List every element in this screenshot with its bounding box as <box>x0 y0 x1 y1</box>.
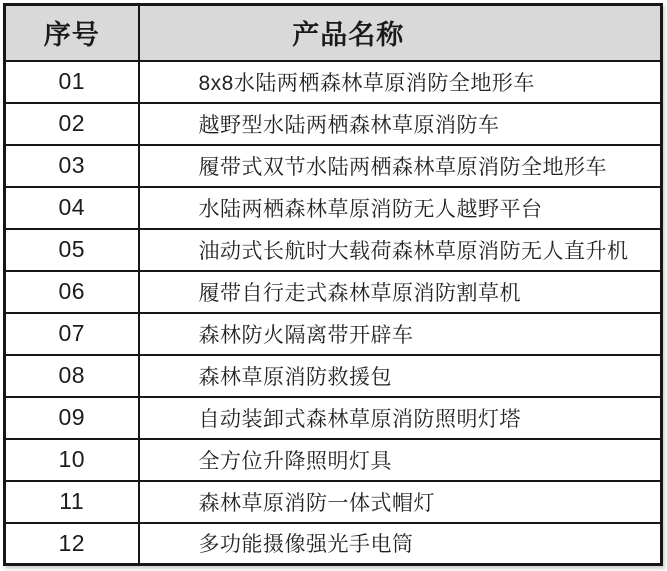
row-number: 10 <box>5 439 139 481</box>
row-number: 07 <box>5 313 139 355</box>
table-row <box>5 313 662 355</box>
product-name: 8x8水陆两栖森林草原消防全地形车 <box>139 61 662 103</box>
header-row <box>5 5 662 61</box>
product-name: 森林防火隔离带开辟车 <box>139 313 662 355</box>
row-number: 03 <box>5 145 139 187</box>
table-row <box>5 187 662 229</box>
table-row <box>5 355 662 397</box>
product-name: 自动装卸式森林草原消防照明灯塔 <box>139 397 662 439</box>
product-name: 森林草原消防一体式帽灯 <box>139 481 662 523</box>
product-name: 履带自行走式森林草原消防割草机 <box>139 271 662 313</box>
row-number: 11 <box>5 481 139 523</box>
product-table-container <box>3 3 663 565</box>
header-cell-product-name: 产品名称 <box>139 5 662 61</box>
table-row <box>5 523 662 565</box>
product-name: 多功能摄像强光手电筒 <box>139 523 662 565</box>
table-row <box>5 481 662 523</box>
row-number: 05 <box>5 229 139 271</box>
table-row <box>5 145 662 187</box>
table-header <box>5 5 662 61</box>
table-body <box>5 61 662 565</box>
row-number: 08 <box>5 355 139 397</box>
header-cell-index: 序号 <box>5 5 139 61</box>
row-number: 06 <box>5 271 139 313</box>
product-name: 森林草原消防救援包 <box>139 355 662 397</box>
row-number: 09 <box>5 397 139 439</box>
row-number: 12 <box>5 523 139 565</box>
table-row <box>5 271 662 313</box>
table-row <box>5 103 662 145</box>
product-name: 全方位升降照明灯具 <box>139 439 662 481</box>
product-table <box>3 3 663 566</box>
table-row <box>5 229 662 271</box>
row-number: 01 <box>5 61 139 103</box>
row-number: 04 <box>5 187 139 229</box>
table-row <box>5 61 662 103</box>
product-name: 履带式双节水陆两栖森林草原消防全地形车 <box>139 145 662 187</box>
row-number: 02 <box>5 103 139 145</box>
product-name: 水陆两栖森林草原消防无人越野平台 <box>139 187 662 229</box>
product-name: 油动式长航时大载荷森林草原消防无人直升机 <box>139 229 662 271</box>
table-row <box>5 397 662 439</box>
table-row <box>5 439 662 481</box>
product-name: 越野型水陆两栖森林草原消防车 <box>139 103 662 145</box>
